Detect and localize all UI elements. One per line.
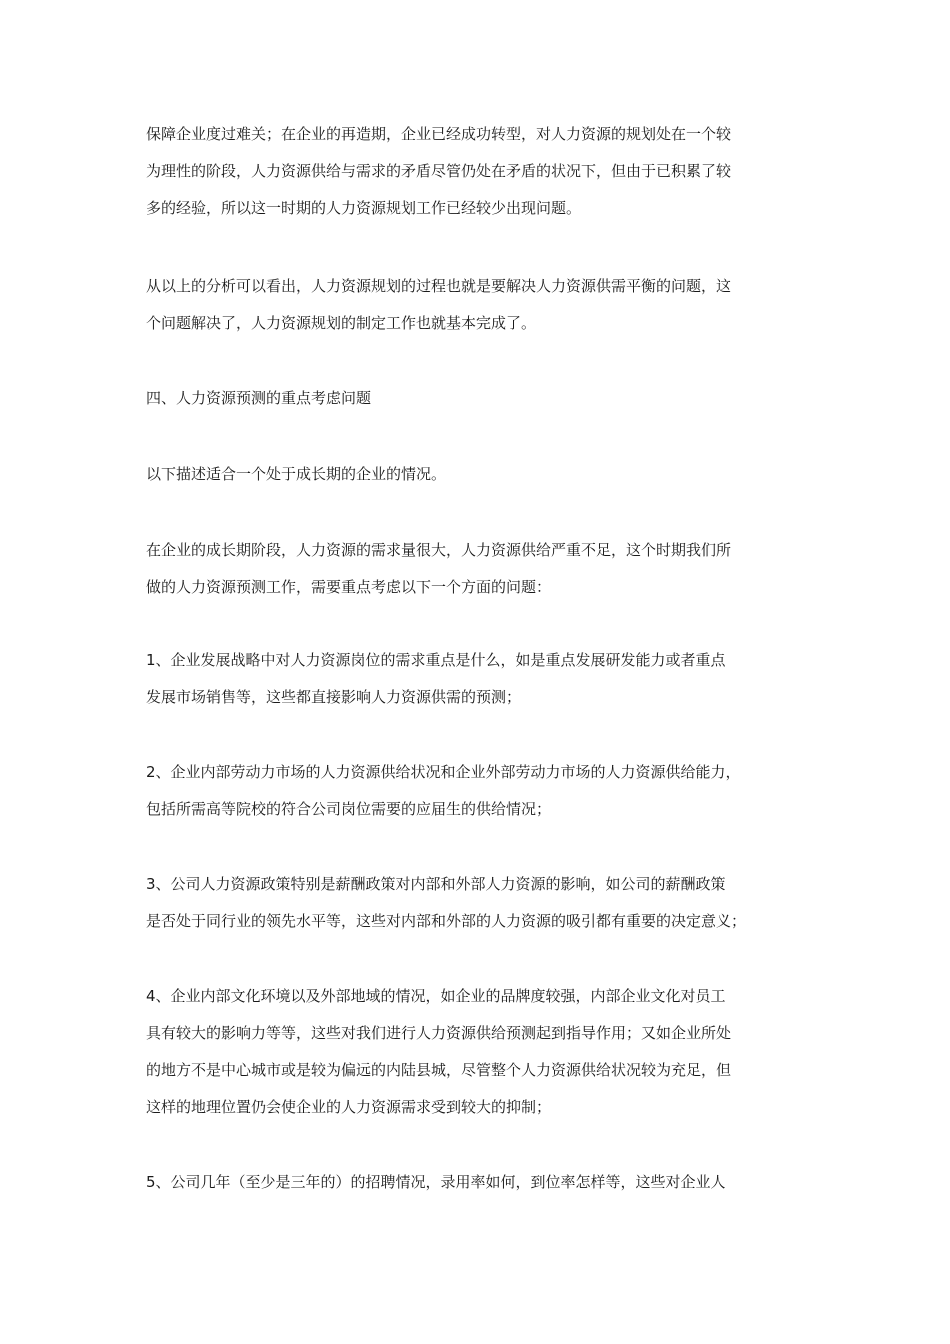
- text-line: 多的经验，所以这一时期的人力资源规划工作已经较少出现问题。: [146, 199, 582, 217]
- paragraph-reengineering-period: [146, 116, 806, 227]
- text-line: 具有较大的影响力等等，这些对我们进行人力资源供给预测起到指导作用；又如企业所处: [146, 1024, 732, 1042]
- paragraph-growth-stage: [146, 532, 806, 606]
- heading-text: 四、人力资源预测的重点考虑问题: [146, 389, 372, 407]
- text-line: 做的人力资源预测工作，需要重点考虑以下一个方面的问题：: [146, 578, 552, 596]
- text-line: 为理性的阶段，人力资源供给与需求的矛盾尽管仍处在矛盾的状况下，但由于已积累了较: [146, 162, 732, 180]
- list-item-2: [146, 754, 806, 828]
- text-line: 的地方不是中心城市或是较为偏远的内陆县城，尽管整个人力资源供给状况较为充足，但: [146, 1061, 732, 1079]
- text-line: 是否处于同行业的领先水平等，这些对内部和外部的人力资源的吸引都有重要的决定意义；: [146, 912, 747, 930]
- text-line: 个问题解决了，人力资源规划的制定工作也就基本完成了。: [146, 314, 537, 332]
- text-line: 在企业的成长期阶段，人力资源的需求量很大，人力资源供给严重不足，这个时期我们所: [146, 541, 732, 559]
- text-line: 5、公司几年（至少是三年的）的招聘情况，录用率如何，到位率怎样等，这些对企业人: [146, 1173, 726, 1191]
- text-line: 2、企业内部劳动力市场的人力资源供给状况和企业外部劳动力市场的人力资源供给能力，: [146, 763, 741, 781]
- list-item-3: [146, 866, 806, 940]
- list-item-1: [146, 642, 806, 716]
- text-line: 包括所需高等院校的符合公司岗位需要的应届生的供给情况；: [146, 800, 552, 818]
- text-line: 4、企业内部文化环境以及外部地域的情况，如企业的品牌度较强，内部企业文化对员工: [146, 987, 726, 1005]
- text-line: 1、企业发展战略中对人力资源岗位的需求重点是什么，如是重点发展研发能力或者重点: [146, 651, 726, 669]
- list-item-4: [146, 978, 806, 1126]
- text-line: 以下描述适合一个处于成长期的企业的情况。: [146, 465, 447, 483]
- paragraph-analysis-summary: [146, 268, 806, 342]
- text-line: 从以上的分析可以看出，人力资源规划的过程也就是要解决人力资源供需平衡的问题，这: [146, 277, 732, 295]
- section-heading-four: [146, 380, 806, 417]
- list-item-5: [146, 1164, 806, 1201]
- text-line: 这样的地理位置仍会使企业的人力资源需求受到较大的抑制；: [146, 1098, 552, 1116]
- text-line: 保障企业度过难关；在企业的再造期，企业已经成功转型，对人力资源的规划处在一个较: [146, 125, 732, 143]
- text-line: 发展市场销售等，这些都直接影响人力资源供需的预测；: [146, 688, 522, 706]
- text-line: 3、公司人力资源政策特别是薪酬政策对内部和外部人力资源的影响，如公司的薪酬政策: [146, 875, 726, 893]
- paragraph-growth-intro: [146, 456, 806, 493]
